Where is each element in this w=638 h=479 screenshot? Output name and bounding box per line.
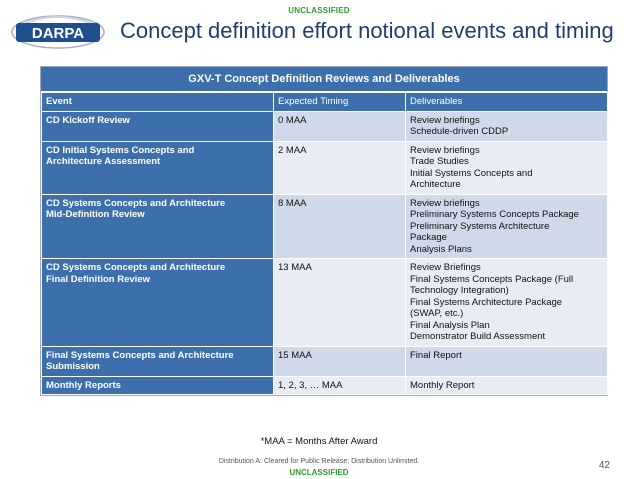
deliverables-cell — [406, 376, 608, 395]
deliverable-item: Initial Systems Concepts and — [410, 167, 533, 179]
event-cell — [42, 141, 274, 194]
deliverable-item: Package — [410, 232, 447, 243]
event-cell — [42, 111, 274, 141]
table-header-row — [42, 93, 608, 112]
deliverables-cell — [406, 111, 608, 141]
table-row — [42, 141, 608, 194]
deliverable-item: Review briefings — [410, 197, 480, 209]
table-title: GXV-T Concept Definition Reviews and Deliverables — [41, 67, 607, 92]
event-text: Mid-Definition Review — [46, 209, 145, 220]
deliverables-cell — [406, 141, 608, 194]
distribution-statement: Distribution A: Cleared for Public Release; Distribution Unlimited. — [218, 458, 420, 465]
deliverable-item: Architecture — [410, 179, 461, 190]
event-text: CD Kickoff Review — [46, 114, 130, 126]
deliverables-table — [40, 66, 608, 396]
event-text: CD Systems Concepts and Architecture — [46, 197, 226, 209]
table-row — [42, 376, 608, 395]
deliverables-cell — [406, 194, 608, 259]
deliverable-item: (SWAP, etc.) — [410, 308, 464, 319]
event-cell — [42, 194, 274, 259]
page-title: Concept definition effort notional events and timing — [120, 18, 614, 43]
deliverable-item: Review briefings — [410, 114, 480, 126]
table-row — [42, 346, 608, 376]
header-event: Event — [42, 93, 274, 112]
header-timing: Expected Timing — [274, 93, 406, 112]
deliverable-item: Final Systems Architecture Package — [410, 296, 563, 308]
deliverable-item: Demonstrator Build Assessment — [410, 331, 546, 342]
timing-cell: 15 MAA — [274, 346, 406, 376]
deliverable-item: Trade Studies — [410, 156, 469, 167]
classification-top: UNCLASSIFIED — [288, 6, 350, 15]
logo-text: DARPA — [31, 25, 85, 42]
event-text: Submission — [46, 361, 100, 372]
event-text: Architecture Assessment — [46, 156, 161, 167]
deliverable-item: Review Briefings — [410, 262, 481, 273]
deliverable-item: Review briefings — [410, 144, 480, 156]
deliverable-item: Analysis Plans — [410, 243, 472, 255]
classification-bottom: UNCLASSIFIED — [289, 468, 349, 477]
deliverable-item: Final Report — [410, 349, 462, 361]
event-cell — [42, 346, 274, 376]
deliverable-item: Preliminary Systems Concepts Package — [410, 209, 579, 220]
timing-cell: 8 MAA — [274, 194, 406, 259]
footnote: *MAA = Months After Award — [260, 436, 378, 447]
header-deliverables: Deliverables — [406, 93, 608, 112]
darpa-logo — [10, 14, 106, 50]
timing-cell: 13 MAA — [274, 259, 406, 347]
event-cell — [42, 259, 274, 347]
deliverable-item: Schedule-driven CDDP — [410, 126, 509, 137]
deliverable-item: Final Systems Concepts Package (Full — [410, 273, 574, 285]
event-cell — [42, 376, 274, 395]
timing-cell: 2 MAA — [274, 141, 406, 194]
event-text: Final Definition Review — [46, 273, 150, 285]
deliverable-item: Monthly Report — [410, 379, 475, 391]
deliverable-item: Final Analysis Plan — [410, 319, 490, 331]
deliverable-item: Technology Integration) — [410, 285, 509, 296]
table-row — [42, 111, 608, 141]
timing-cell: 0 MAA — [274, 111, 406, 141]
table-row — [42, 259, 608, 347]
event-text: Monthly Reports — [46, 379, 121, 391]
table-row — [42, 194, 608, 259]
page-number: 42 — [598, 460, 610, 471]
event-text: Final Systems Concepts and Architecture — [46, 349, 234, 361]
deliverable-item: Preliminary Systems Architecture — [410, 220, 550, 232]
timing-cell: 1, 2, 3, … MAA — [274, 376, 406, 395]
deliverables-cell — [406, 259, 608, 347]
deliverables-cell — [406, 346, 608, 376]
event-text: CD Systems Concepts and Architecture — [46, 262, 226, 273]
event-text: CD Initial Systems Concepts and — [46, 144, 195, 156]
